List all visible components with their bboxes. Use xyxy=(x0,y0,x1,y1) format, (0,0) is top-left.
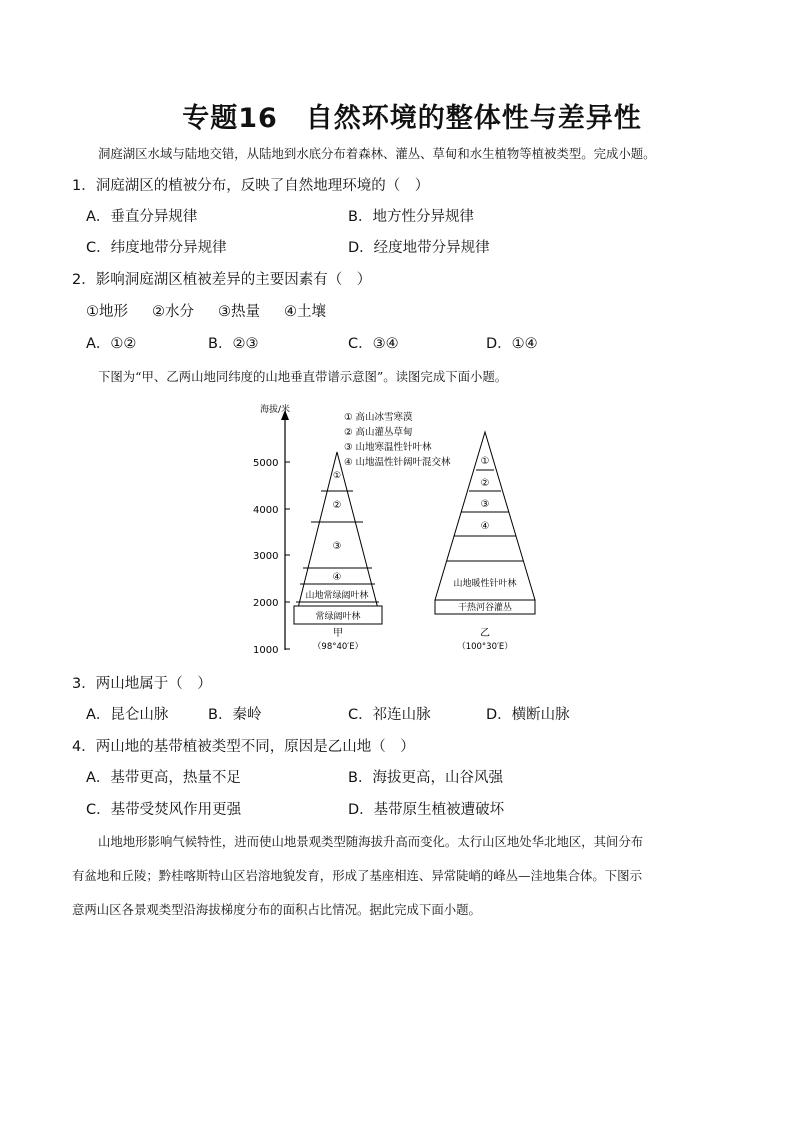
question-4-option-d[interactable]: D．基带原生植被遭破坏 xyxy=(348,802,505,818)
y-tick-1000: 1000 xyxy=(253,645,279,656)
question-2-stem: 2．影响洞庭湖区植被差异的主要因素有（ ） xyxy=(72,272,372,288)
vertical-zonation-figure xyxy=(250,398,550,660)
question-3-option-d[interactable]: D．横断山脉 xyxy=(486,707,570,723)
yi-band-6: 干热河谷灌丛 xyxy=(457,603,513,613)
question-2-option-a[interactable]: A．①② xyxy=(86,336,137,352)
yi-band-4: ④ xyxy=(480,521,490,532)
yi-band-2: ② xyxy=(480,478,490,489)
jia-name: 甲 xyxy=(333,628,343,639)
question-2-factor-1: ①地形 xyxy=(86,304,128,320)
y-axis-label: 海拔/米 xyxy=(260,405,291,415)
question-1-option-a[interactable]: A．垂直分异规律 xyxy=(86,209,198,225)
jia-band-3: ③ xyxy=(332,541,342,552)
question-1-stem: 1．洞庭湖区的植被分布，反映了自然地理环境的（ ） xyxy=(72,178,430,194)
question-2-factor-4: ④土壤 xyxy=(284,304,326,320)
legend-item-2: ② 高山灌丛草甸 xyxy=(344,427,413,438)
yi-band-3: ③ xyxy=(480,499,490,510)
jia-band-4: ④ xyxy=(332,572,342,583)
legend-item-1: ① 高山冰雪寒漠 xyxy=(344,412,413,423)
legend-item-4: ④ 山地温性针阔叶混交林 xyxy=(344,457,451,468)
question-2-option-c[interactable]: C．③④ xyxy=(348,336,399,352)
question-3-option-c[interactable]: C．祁连山脉 xyxy=(348,707,431,723)
jia-band-5: 山地常绿阔叶林 xyxy=(305,591,369,601)
intro-paragraph-3-line-3: 意两山区各景观类型沿海拔梯度分布的面积占比情况。据此完成下面小题。 xyxy=(72,902,481,917)
intro-paragraph-2: 下图为“甲、乙两山地同纬度的山地垂直带谱示意图”。读图完成下面小题。 xyxy=(98,369,508,384)
intro-paragraph-3-line-2: 有盆地和丘陵；黔桂喀斯特山区岩溶地貌发育，形成了基座相连、异常陡峭的峰丛—洼地集合体。下图示 xyxy=(72,868,642,883)
question-1-option-d[interactable]: D．经度地带分异规律 xyxy=(348,240,490,256)
y-tick-3000: 3000 xyxy=(253,551,279,562)
question-4-option-c[interactable]: C．基带受焚风作用更强 xyxy=(86,802,242,818)
question-3-option-b[interactable]: B．秦岭 xyxy=(208,707,262,723)
yi-band-5: 山地暖性针叶林 xyxy=(453,579,517,589)
jia-band-2: ② xyxy=(332,500,342,511)
y-tick-4000: 4000 xyxy=(253,505,279,516)
jia-band-1: ① xyxy=(332,471,342,481)
question-2-option-d[interactable]: D．①④ xyxy=(486,336,538,352)
question-1-option-c[interactable]: C．纬度地带分异规律 xyxy=(86,240,227,256)
yi-name: 乙 xyxy=(480,628,490,639)
yi-band-1: ① xyxy=(480,456,490,467)
question-3-stem: 3．两山地属于（ ） xyxy=(72,676,212,692)
intro-paragraph-3-line-1: 山地地形影响气候特性，进而使山地景观类型随海拔升高而变化。太行山区地处华北地区，其间分布 xyxy=(98,834,644,849)
yi-coords: （100°30′E） xyxy=(457,642,513,652)
question-4-option-a[interactable]: A．基带更高，热量不足 xyxy=(86,770,241,786)
jia-band-6: 常绿阔叶林 xyxy=(315,612,361,622)
question-2-factor-3: ③热量 xyxy=(218,304,260,320)
mountain-jia xyxy=(294,452,382,652)
y-tick-2000: 2000 xyxy=(253,598,279,609)
question-3-option-a[interactable]: A．昆仑山脉 xyxy=(86,707,169,723)
question-2-option-b[interactable]: B．②③ xyxy=(208,336,259,352)
intro-paragraph-1: 洞庭湖区水域与陆地交错，从陆地到水底分布着森林、灌丛、草甸和水生植物等植被类型。完成小题。 xyxy=(98,146,656,161)
question-1-option-b[interactable]: B．地方性分异规律 xyxy=(348,209,474,225)
page-title: 专题16 自然环境的整体性与差异性 xyxy=(182,103,642,134)
question-2-factor-2: ②水分 xyxy=(152,304,194,320)
question-4-stem: 4．两山地的基带植被类型不同，原因是乙山地（ ） xyxy=(72,739,415,755)
jia-coords: （98°40′E） xyxy=(312,642,364,652)
y-tick-5000: 5000 xyxy=(253,458,279,469)
legend-item-3: ③ 山地寒温性针叶林 xyxy=(344,442,432,453)
question-4-option-b[interactable]: B．海拔更高，山谷风强 xyxy=(348,770,503,786)
